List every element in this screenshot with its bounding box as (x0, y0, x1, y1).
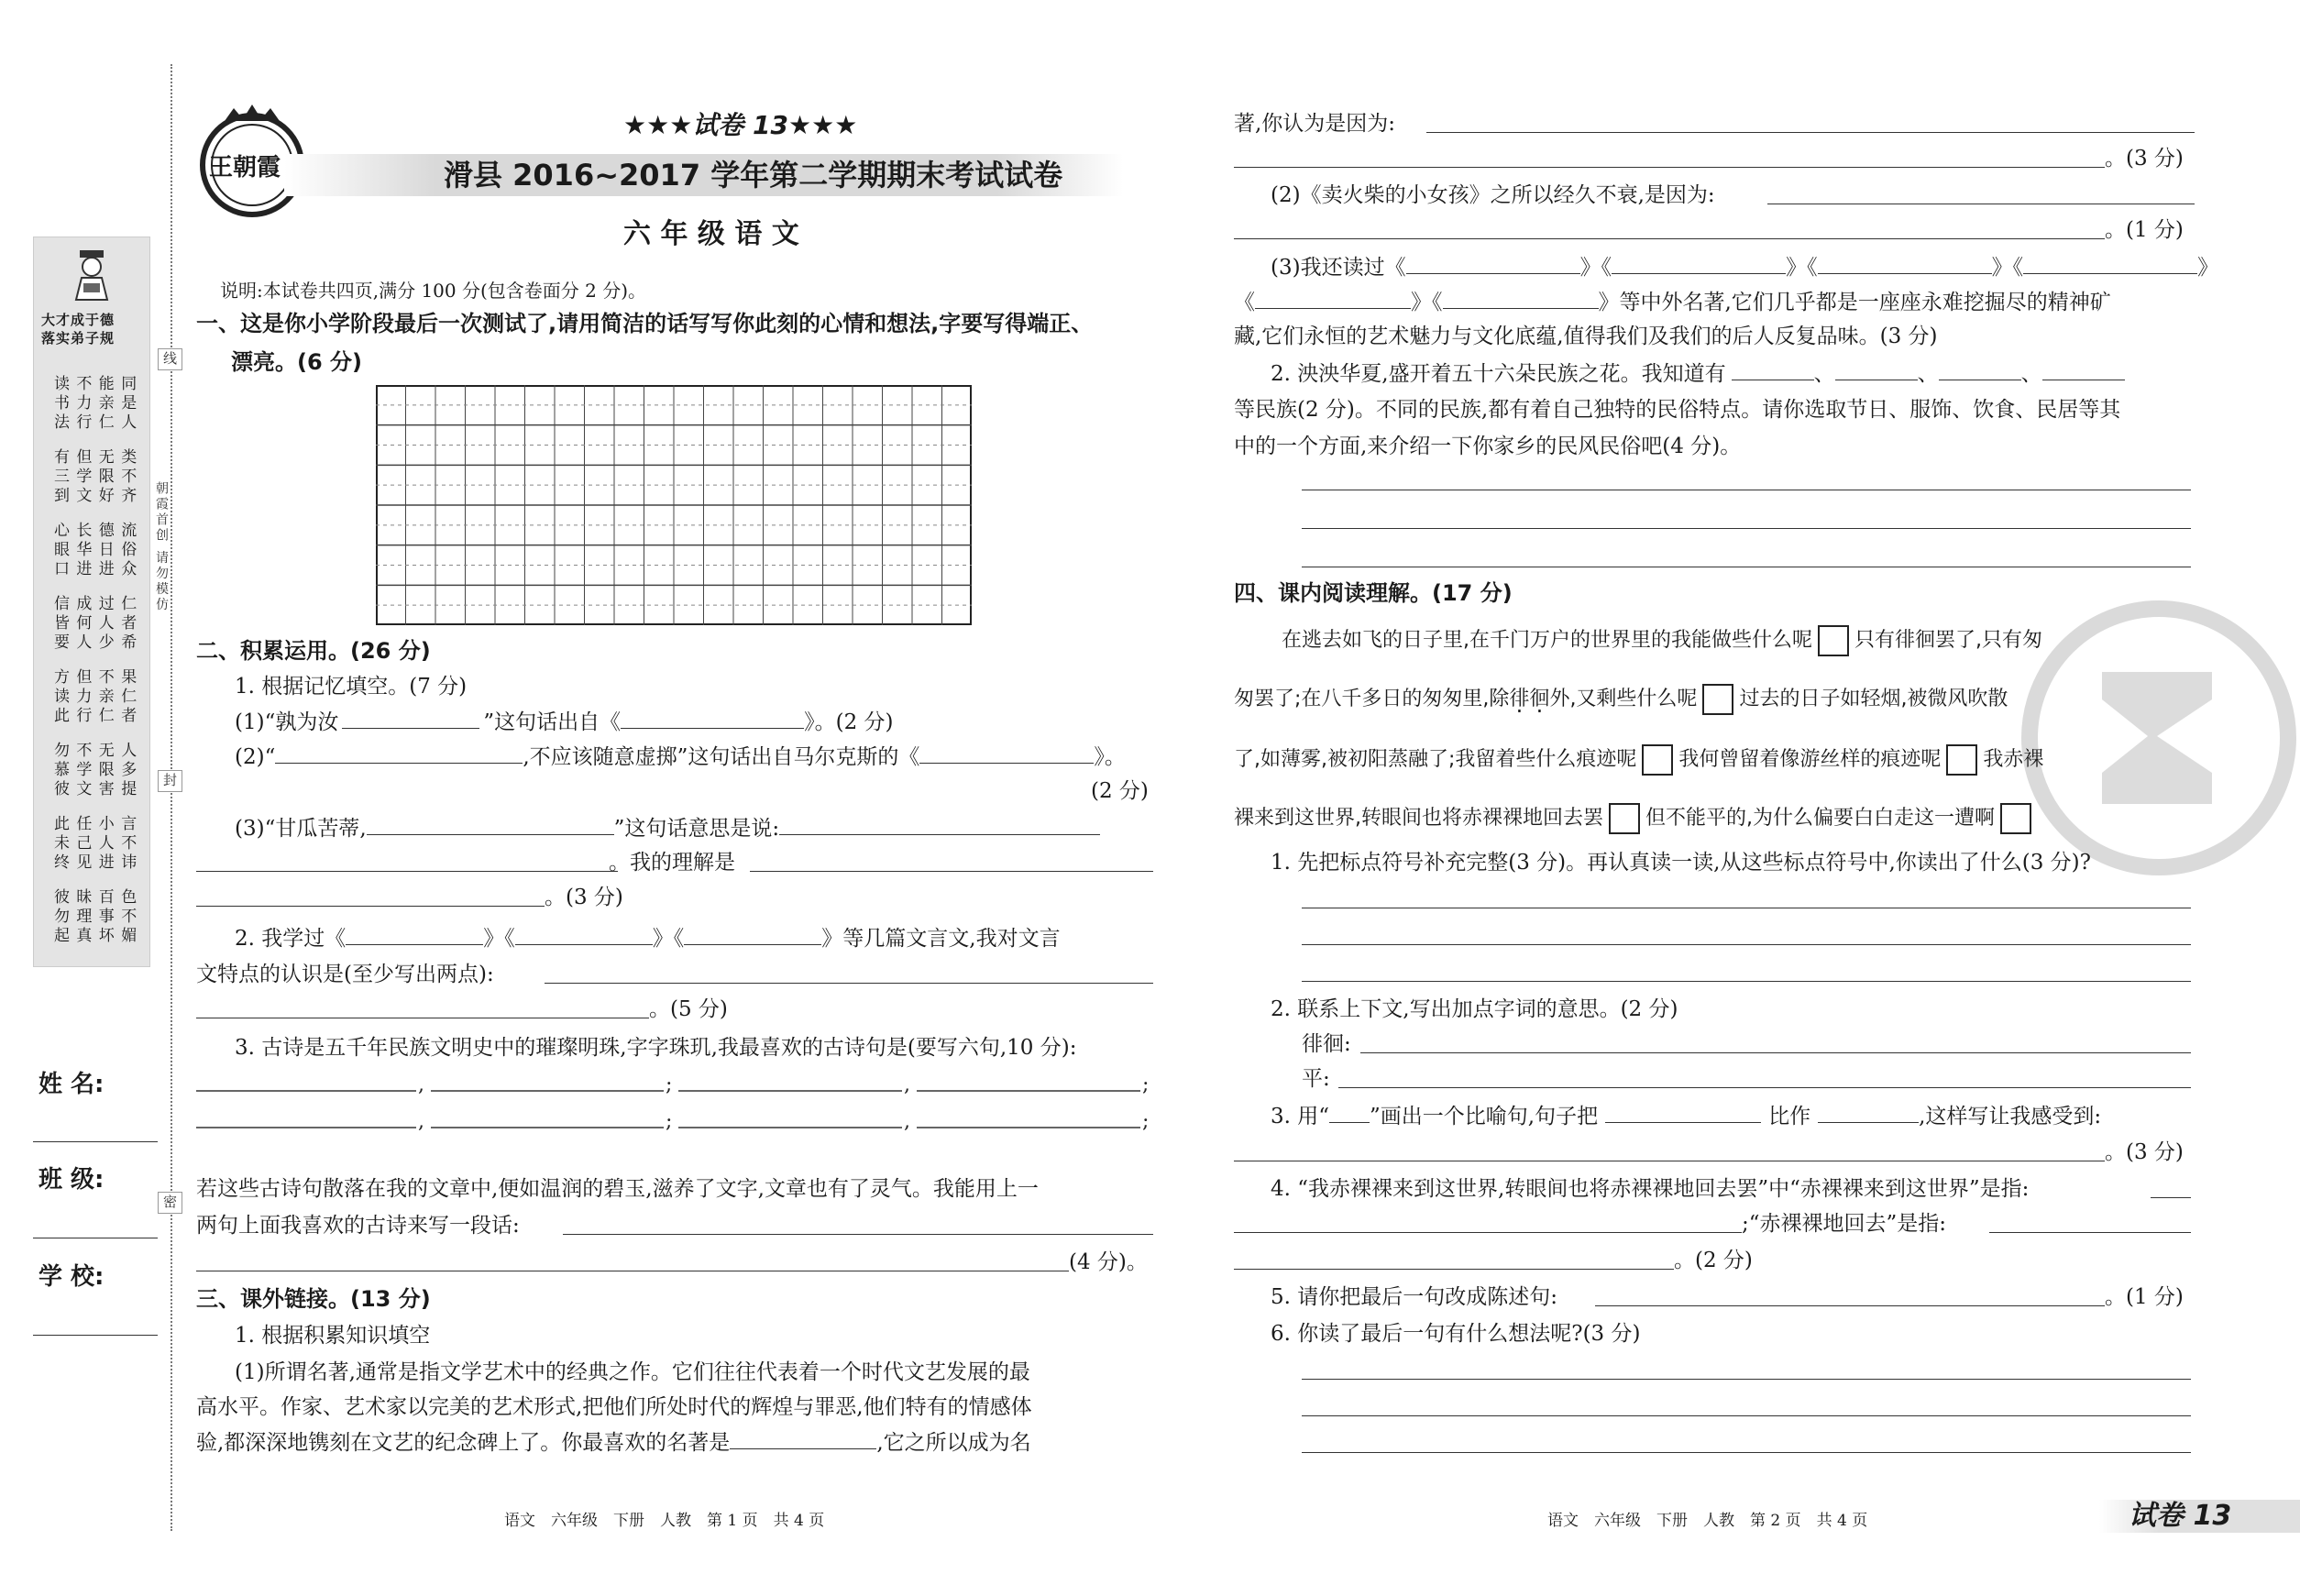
svg-text:;: ; (1142, 1073, 1150, 1096)
rq3-row (1271, 1100, 2101, 1132)
r4-sep-3: 、 (2020, 362, 2042, 386)
q2-b: 》《 (483, 927, 515, 951)
answer-line[interactable] (1302, 1415, 2191, 1416)
svg-text:,: , (904, 1110, 910, 1133)
exam-title: 滑县 2016~2017 学年第二学期期末考试试卷 (444, 158, 1063, 193)
q3-para-1: 若这些古诗句散落在我的文章中,便如温润的碧玉,滋养了文字,文章也有了灵气。我能用上一 (196, 1177, 1039, 1201)
answer-line[interactable] (563, 1234, 1153, 1235)
answer-line[interactable] (2151, 1197, 2191, 1198)
motto-line: 书 力 亲 是 (54, 394, 138, 413)
motto-line: 眼 华 日 俗 (54, 541, 138, 559)
answer-line[interactable] (196, 871, 618, 872)
answer-line[interactable] (1234, 1269, 1674, 1270)
rq2-b: 平: (1302, 1067, 1330, 1091)
side-mark-2: 封 (158, 770, 182, 792)
motto-line: 此 任 小 言 (54, 815, 138, 833)
r1-score: 。(3 分) (2105, 147, 2184, 171)
answer-line[interactable] (196, 906, 545, 907)
svg-text:;: ; (666, 1073, 673, 1096)
s3-para-1: (1)所谓名著,通常是指文学艺术中的经典之作。它们往往代表着一个时代文艺发展的最 (235, 1360, 1030, 1384)
punctuation-box[interactable] (2000, 803, 2031, 834)
r3-c: 》《 (1786, 256, 1818, 280)
motto-line: 三 学 限 不 (54, 468, 138, 486)
name-label: 姓 名: (39, 1071, 105, 1098)
slogan-1: 大才成于德 (41, 312, 116, 328)
school-field[interactable] (33, 1335, 158, 1336)
r3-e: 》 (2197, 256, 2219, 280)
svg-text:;: ; (666, 1110, 673, 1133)
answer-line[interactable] (750, 871, 1153, 872)
rq2-text: 2. 联系上下文,写出加点字词的意思。(2 分) (1271, 997, 1678, 1021)
q1-2-c: 》。 (1094, 745, 1126, 769)
q1-3-c: 。我的理解是 (609, 851, 735, 875)
book-blank-2[interactable] (1612, 251, 1786, 274)
passage-2b: 外,又剩些什么呢 (1549, 688, 1698, 710)
r3-a: (3)我还读过《 (1271, 256, 1406, 280)
r2-text: (2)《卖火柴的小女孩》之所以经久不衰,是因为: (1271, 183, 1715, 207)
poem-lines[interactable] (196, 1063, 1153, 1146)
rq1-text: 1. 先把标点符号补充完整(3 分)。再认真读一读,从这些标点符号中,你读出了什么(3 分)? (1271, 851, 2091, 875)
rq4-score: 。(2 分) (1674, 1249, 1753, 1272)
dotted-char-huai: 徊 (1529, 688, 1550, 710)
q2-row (235, 922, 1061, 954)
motto-line: 起 真 坏 媚 (54, 927, 138, 945)
rq3-d: ,这样写让我感受到: (1919, 1105, 2102, 1128)
motto-line: 方 但 不 果 (54, 668, 138, 687)
q1-2-score: (2 分) (1091, 779, 1149, 803)
r3-f: 《 (1234, 291, 1255, 314)
passage-3c: 我赤裸 (1983, 748, 2044, 771)
q1-2-blank[interactable] (275, 741, 523, 764)
motto-line: 法 行 仁 人 (54, 413, 138, 432)
r2-score: 。(1 分) (2105, 218, 2184, 242)
answer-line[interactable] (1338, 1087, 2191, 1088)
rq3-score: 。(3 分) (2105, 1140, 2184, 1164)
passage-1b: 只有徘徊罢了,只有匆 (1854, 629, 2042, 652)
q1-3-blank[interactable] (367, 812, 614, 835)
motto-line: 未 己 人 不 (54, 834, 138, 853)
side-mark-1: 线 (158, 348, 182, 370)
s3-para-3a: 验,都深深地镌刻在文艺的纪念碑上了。你最喜欢的名著是 (196, 1431, 731, 1455)
motto-line: 慕 学 限 多 (54, 761, 138, 779)
q1-1-blank[interactable] (342, 706, 479, 729)
r3-h: 》等中外名著,它们几乎都是一座座永难挖掘尽的精神矿 (1598, 291, 2111, 314)
r4-sep-1: 、 (1813, 362, 1835, 386)
book-blank-6[interactable] (1443, 286, 1599, 309)
scholar-figure-icon (71, 248, 113, 302)
q1-1-a: (1)“孰为汝 (235, 710, 339, 734)
r3-row-1 (1271, 251, 2218, 283)
passage-4b: 但不能平的,为什么偏要白白走这一遭啊 (1645, 807, 1995, 830)
r3-row-2 (1234, 286, 2111, 318)
q1-1-row (235, 706, 894, 738)
q1-3-row (235, 812, 1100, 844)
answer-line[interactable] (1595, 1305, 2105, 1306)
logo-text: 王朝霞 (209, 154, 281, 182)
name-field[interactable] (33, 1141, 158, 1142)
q2-blank-1[interactable] (346, 922, 483, 945)
passage-1a: 在逃去如飞的日子里,在千门万户的世界里的我能做些什么呢 (1282, 629, 1812, 652)
punctuation-box[interactable] (1642, 744, 1673, 776)
r4-c: 中的一个方面,来介绍一下你家乡的民风民俗吧(4 分)。 (1234, 435, 1742, 458)
r1-text: 著,你认为是因为: (1234, 112, 1396, 136)
q1-2-blank2[interactable] (919, 741, 1094, 764)
answer-line[interactable] (1234, 1232, 1742, 1233)
r3-g: 》《 (1411, 291, 1443, 314)
q3-para-2: 两句上面我喜欢的古诗来写一段话: (196, 1214, 520, 1238)
punctuation-box[interactable] (1818, 625, 1849, 656)
motto-line: 到 文 好 齐 (54, 487, 138, 505)
q1-3-blank2[interactable] (779, 812, 1100, 835)
q1-3-a: (3)“甘瓜苦蒂, (235, 817, 367, 841)
q3-title: 3. 古诗是五千年民族文明史中的璀璨明珠,字字珠玑,我最喜欢的古诗句是(要写六句,10 分): (235, 1036, 1077, 1060)
svg-text:;: ; (1142, 1110, 1150, 1133)
q1-title: 1. 根据记忆填空。(7 分) (235, 675, 468, 699)
book-blank-1[interactable] (1406, 251, 1580, 274)
motto-line: 有 但 无 类 (54, 448, 138, 467)
metaphor-blank-2[interactable] (1818, 1100, 1919, 1123)
section-3-title: 三、课外链接。(13 分) (196, 1286, 431, 1312)
q1-3-score: 。(3 分) (545, 886, 623, 909)
q1-1-b: ”这句话出自《 (483, 710, 622, 734)
r4-a: 2. 泱泱华夏,盛开着五十六朵民族之花。我知道有 (1271, 362, 1726, 386)
q2-blank-2[interactable] (515, 922, 653, 945)
ethnic-blank-1[interactable] (1732, 358, 1814, 380)
r4-row (1271, 358, 2125, 390)
svg-text:,: , (418, 1073, 424, 1096)
ethnic-blank-3[interactable] (1939, 358, 2021, 380)
motto-line: 心 长 德 流 (54, 522, 138, 540)
q2-c: 》《 (652, 927, 685, 951)
rq3-b: ”画出一个比喻句,句子把 (1370, 1105, 1599, 1128)
motto-line: 皆 何 人 者 (54, 614, 138, 633)
book-blank-3[interactable] (1818, 251, 1992, 274)
motto-line: 终 见 进 讳 (54, 853, 138, 872)
r3-i: 藏,它们永恒的艺术魅力与文化底蕴,值得我们及我们的后人反复品味。(3 分) (1234, 325, 1938, 348)
paper-number: ★★★试卷 13★★★ (623, 110, 858, 140)
punctuation-box[interactable] (1702, 684, 1733, 715)
answer-line[interactable] (1302, 528, 2191, 529)
section-2-title: 二、积累运用。(26 分) (196, 638, 431, 664)
q1-2-row (235, 741, 1126, 773)
school-label: 学 校: (39, 1263, 105, 1291)
answer-line[interactable] (1234, 167, 2105, 168)
q2-d: 》等几篇文言文,我对文言 (821, 927, 1061, 951)
book-blank-5[interactable] (1255, 286, 1411, 309)
rq3-a: 3. 用“ (1271, 1105, 1330, 1128)
rq5-score: 。(1 分) (2105, 1285, 2184, 1309)
section-1-cont: 漂亮。(6 分) (231, 349, 362, 375)
book-blank-4[interactable] (2023, 251, 2197, 274)
motto-line: 彼 昧 百 色 (54, 888, 138, 907)
q1-1-blank2[interactable] (621, 706, 804, 729)
s3-para-2: 高水平。作家、艺术家以完美的艺术形式,把他们所处时代的辉煌与罪恶,他们特有的情感体 (196, 1395, 1032, 1419)
r4-b: 等民族(2 分)。不同的民族,都有着自己独特的民俗特点。请你选取节日、服饰、饮食、民居等其 (1234, 398, 2121, 422)
slogan-2: 落实弟子规 (41, 330, 116, 347)
answer-line[interactable] (545, 983, 1153, 984)
s3-para-3b: ,它之所以成为名 (876, 1431, 1031, 1455)
rq6-text: 6. 你读了最后一句有什么想法呢?(3 分) (1271, 1322, 1641, 1346)
r3-b: 》《 (1579, 256, 1612, 280)
motto-line: 读 力 亲 仁 (54, 688, 138, 706)
passage-line-4 (1234, 803, 2037, 834)
instructions-note: 说明:本试卷共四页,满分 100 分(包含卷面分 2 分)。 (220, 280, 647, 302)
answer-line[interactable] (1426, 132, 2195, 133)
section-4-title: 四、课内阅读理解。(17 分) (1234, 580, 1513, 606)
right-footer: 语文 六年级 下册 人教 第 2 页 共 4 页 (1547, 1512, 1868, 1530)
motto-line: 要 人 少 希 (54, 633, 138, 652)
q2-score: 。(5 分) (649, 997, 728, 1021)
q1-2-b: ,不应该随意虚掷”这句话出自马尔克斯的《 (523, 745, 920, 769)
writing-grid[interactable] (376, 385, 972, 625)
motto-line: 此 行 仁 者 (54, 707, 138, 725)
rq4-b: ;“赤裸裸地回去”是指: (1742, 1212, 1947, 1236)
answer-line[interactable] (1302, 1379, 2191, 1380)
left-footer: 语文 六年级 下册 人教 第 1 页 共 4 页 (504, 1512, 825, 1530)
section-1-title: 一、这是你小学阶段最后一次测试了,请用简洁的话写写你此刻的心情和想法,字要写得端正、 (196, 311, 1094, 336)
corner-paper-label: 试卷 13 (2129, 1500, 2232, 1532)
motto-line: 读 不 能 同 (54, 375, 138, 393)
motto-line: 信 成 过 仁 (54, 595, 138, 613)
ethnic-blank-4[interactable] (2042, 358, 2125, 380)
dotted-char-pai: 徘 (1509, 688, 1530, 710)
answer-line[interactable] (1302, 1452, 2191, 1453)
motto-line: 口 进 进 众 (54, 560, 138, 578)
svg-text:,: , (418, 1110, 424, 1133)
r4-sep-2: 、 (1917, 362, 1939, 386)
motto-sidebar (33, 237, 150, 967)
ethnic-blank-2[interactable] (1835, 358, 1918, 380)
answer-line[interactable] (1360, 1052, 2191, 1053)
answer-line[interactable] (1302, 981, 2191, 982)
passage-3a: 了,如薄雾,被初阳蒸融了;我留着些什么痕迹呢 (1234, 748, 1637, 771)
s3-para-3 (196, 1426, 1031, 1458)
q1-3-b: ”这句话意思是说: (613, 817, 780, 841)
punctuation-box[interactable] (1946, 744, 1977, 776)
underline-sample (1329, 1100, 1370, 1123)
passage-2c: 过去的日子如轻烟,被微风吹散 (1739, 688, 2008, 710)
passage-4a: 裸来到这世界,转眼间也将赤裸裸地回去罢 (1234, 807, 1603, 830)
binding-dotted-line (171, 64, 172, 1531)
motto-line: 勿 理 事 不 (54, 908, 138, 926)
side-mark-3: 密 (158, 1192, 182, 1214)
q3-score: (4 分)。 (1069, 1250, 1148, 1274)
q2-a: 2. 我学过《 (235, 927, 347, 951)
metaphor-blank-1[interactable] (1605, 1100, 1761, 1123)
passage-2a: 匆罢了;在八千多日的匆匆里,除 (1234, 688, 1510, 710)
copyright-note: 朝霞首创 请勿模仿 (154, 481, 169, 613)
motto-line: 勿 不 无 人 (54, 742, 138, 760)
subject-title: 六 年 级 语 文 (623, 218, 799, 250)
s3-q1: 1. 根据积累知识填空 (235, 1324, 431, 1348)
favorite-book-blank[interactable] (730, 1426, 876, 1449)
punctuation-box[interactable] (1609, 803, 1640, 834)
answer-line[interactable] (1989, 1232, 2191, 1233)
watermark-seal (2021, 600, 2296, 875)
svg-text:,: , (904, 1073, 910, 1096)
passage-line-1 (1282, 625, 2042, 656)
answer-line[interactable] (1234, 238, 2105, 239)
motto-line: 彼 文 害 提 (54, 780, 138, 798)
class-label: 班 级: (39, 1166, 105, 1194)
q2-blank-3[interactable] (684, 922, 821, 945)
rq3-c: 比作 (1768, 1105, 1811, 1128)
rq4-a: 4. “我赤裸裸来到这世界,转眼间也将赤裸裸地回去罢”中“赤裸裸来到这世界”是指: (1271, 1177, 2030, 1201)
r3-d: 》《 (1991, 256, 2024, 280)
q2-e: 文特点的认识是(至少写出两点): (196, 963, 494, 986)
rq2-a: 徘徊: (1302, 1032, 1351, 1056)
passage-line-2 (1234, 684, 2008, 715)
q1-1-c: 》。(2 分) (804, 710, 894, 734)
answer-line[interactable] (1302, 944, 2191, 945)
passage-line-3 (1234, 744, 2043, 776)
passage-3b: 我何曾留着像游丝样的痕迹呢 (1678, 748, 1942, 771)
q1-2-a: (2)“ (235, 745, 276, 769)
rq5-text: 5. 请你把最后一句改成陈述句: (1271, 1285, 1558, 1309)
